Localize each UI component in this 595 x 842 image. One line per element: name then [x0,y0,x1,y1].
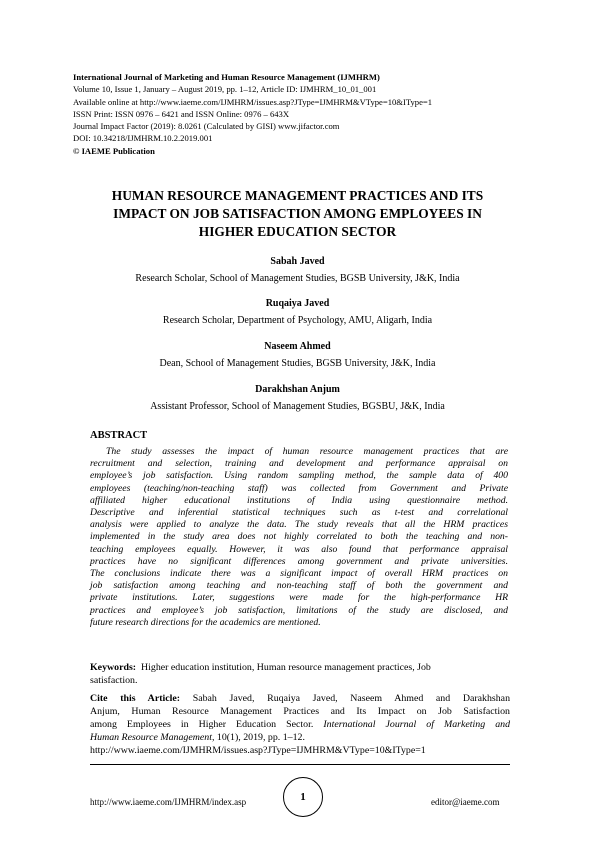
abstract-line: analysis were applied to analyze the data. The study reveals that all the HRM practices [90,519,508,531]
footer-url[interactable]: http://www.iaeme.com/IJMHRM/index.asp [90,797,247,807]
abstract-line: The study assesses the impact of human resource management practices that are [106,446,508,457]
author-block [60,383,535,413]
author-affiliation: Assistant Professor, School of Management Studies, BGSBU, J&K, India [150,401,445,412]
author-block [60,340,535,370]
citation-line [90,732,510,745]
citation-text: among Employees in Higher Education Sector. [90,718,314,730]
abstract-line: practices have no significant differences among government and private universities. [90,555,508,567]
author-name: Naseem Ahmed [264,341,331,352]
keywords [90,661,510,687]
abstract-line: The conclusions indicate there was a significant impact of overall HRM practices on [90,568,508,580]
abstract-body [90,446,508,629]
citation-url[interactable]: http://www.iaeme.com/IJMHRM/issues.asp?JType=IJMHRM&VType=10&IType=1 [90,744,426,756]
keywords-text: Higher education institution, Human resource management practices, Job [141,662,431,673]
keywords-line [90,661,510,674]
title-line: IMPACT ON JOB SATISFACTION AMONG EMPLOYEES IN [113,206,482,221]
citation [90,693,510,758]
abstract-line: affiliated higher educational institutions of India using questionnaire method. [90,494,508,506]
availability-link[interactable]: Available online at http://www.iaeme.com/IJMHRM/issues.asp?JType=IJMHRM&VType=10&IType=1 [73,96,433,107]
abstract-heading: ABSTRACT [90,430,148,441]
cite-label: Cite this Article: [90,693,181,704]
journal-header [73,71,533,157]
title-line: HUMAN RESOURCE MANAGEMENT PRACTICES AND ITS [111,188,484,203]
journal-name: International Journal of Marketing and Human Resource Management (IJMHRM) [73,72,380,82]
author-name: Darakhshan Anjum [255,384,340,395]
footer-divider [90,764,510,765]
abstract-line: Descriptive and inferential statistical techniques such as t-test and correlational [90,507,508,519]
citation-journal: Human Resource Management, [90,731,215,743]
author-affiliation: Dean, School of Management Studies, BGSB University, J&K, India [159,358,436,369]
citation-line [90,719,510,732]
abstract-line: recruitment and selection, training and development and performance appraisal on [90,458,508,470]
author-name: Sabah Javed [270,256,325,267]
abstract-line: teaching employees equally. However, it was also found that performance appraisal [90,543,508,555]
abstract-line: implemented in the study area does not highly correlated to both the teaching and non- [90,531,508,543]
abstract-line: practices and employee’s job satisfaction, limitations of the study are disclosed, and [90,604,508,616]
doi: DOI: 10.34218/IJMHRM.10.2.2019.001 [73,133,213,144]
page-number: 1 [283,777,323,817]
author-affiliation: Research Scholar, School of Management Studies, BGSB University, J&K, India [135,273,460,284]
volume-info: Volume 10, Issue 1, January – August 2019, pp. 1–12, Article ID: IJMHRM_10_01_001 [73,84,377,95]
citation-journal: International Journal of Marketing and [323,718,511,730]
citation-line: Anjum, Human Resource Management Practices and Its Impact on Job Satisfaction [90,705,510,717]
author-name: Ruqaiya Javed [265,298,330,309]
citation-line [90,693,510,706]
impact-factor: Journal Impact Factor (2019): 8.0261 (Calculated by GISI) www.jifactor.com [73,121,340,132]
abstract-line: private institutions. Later, suggestions were made for the high-performance HR [90,592,508,604]
keywords-text: satisfaction. [90,675,138,686]
footer-email[interactable]: editor@iaeme.com [431,797,500,807]
abstract-line: employees (teaching/non-teaching staff) was collected from Government and Private [90,482,508,494]
author-affiliation: Research Scholar, Department of Psychology, AMU, Aligarh, India [162,315,433,326]
abstract-line: employee’s job satisfaction. Using random sampling method, the sample data of 400 [90,470,508,482]
citation-volume: 10(1), 2019, pp. 1–12. [216,731,305,743]
issn-info: ISSN Print: ISSN 0976 – 6421 and ISSN Online: 0976 – 643X [73,108,290,119]
paper-title [60,187,535,241]
author-block [60,297,535,327]
citation-authors: Sabah Javed, Ruqaiya Javed, Naseem Ahmed and Darakhshan [192,693,511,704]
abstract-line: future research directions for the academics are mentioned. [90,616,321,628]
author-block [60,255,535,285]
abstract-line: job satisfaction among teaching and non-teaching staff of both the government and [90,580,508,592]
publisher: © IAEME Publication [73,145,155,156]
keywords-label: Keywords: [90,662,137,673]
title-line: HIGHER EDUCATION SECTOR [198,224,397,239]
